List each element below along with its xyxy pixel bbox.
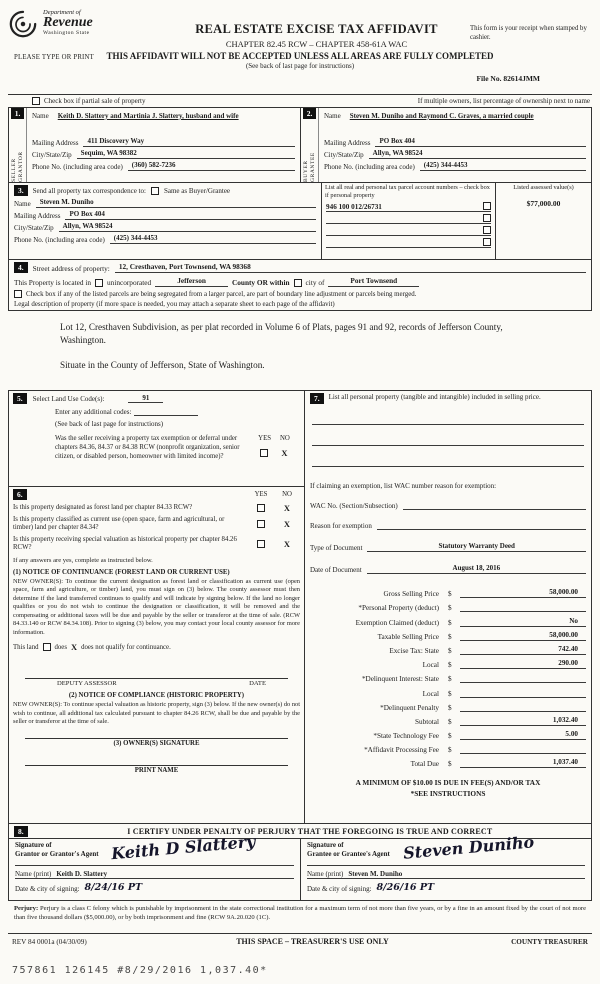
buyer-name-value: Steven M. Duniho and Raymond C. Graves, a married couple <box>349 112 534 120</box>
date-of-document-label: Date of Document <box>310 566 362 574</box>
fee-row: *Personal Property (deduct) $ <box>310 598 586 612</box>
revenue-logo <box>8 6 163 49</box>
receipt-note: This form is your receipt when stamped by cashier. <box>470 25 587 42</box>
seller-mailing-value: 411 Discovery Way <box>83 137 295 147</box>
corr-name-value: Steven M. Duniho <box>36 198 316 208</box>
seller-role-label: SELLER <box>11 158 17 182</box>
no-header: NO <box>280 435 290 442</box>
seller-name-value: Keith D. Slattery and Martinia J. Slattery, husband and wife <box>57 112 239 120</box>
historic-no-mark: X <box>283 539 291 550</box>
legal-description <box>8 311 592 391</box>
city-of-label: city of <box>305 278 325 287</box>
forest-no-mark: X <box>283 503 291 513</box>
middle-columns <box>8 390 592 824</box>
section-8-certification <box>8 823 592 901</box>
dollar-sign: $ <box>448 604 452 613</box>
street-address-value: 12, Cresthaven, Port Townsend, WA 98368 <box>115 262 586 273</box>
dollar-sign: $ <box>448 661 452 670</box>
buyer-phone-label: Phone No. (including area code) <box>324 163 415 171</box>
corr-csz-label: City/State/Zip <box>14 224 54 232</box>
county-or-label: County OR within <box>231 278 290 287</box>
parcel-number-value: 946 100 012/26731 <box>326 202 382 211</box>
does-not-mark: X <box>70 642 78 653</box>
assessed-value: $77,000.00 <box>526 199 561 208</box>
logo-state-text: Washington State <box>43 30 90 36</box>
current-use-yes-checkbox[interactable] <box>257 520 265 528</box>
fee-row: Local $ 290.00 <box>310 655 586 669</box>
fee-row: Taxable Selling Price $ 58,000.00 <box>310 627 586 641</box>
partial-sale-checkbox[interactable] <box>32 97 40 105</box>
grantor-name-value: Keith D. Slattery <box>56 870 108 878</box>
same-as-buyer-label: Same as Buyer/Grantee <box>163 186 231 195</box>
section-8-number: 8. <box>14 826 28 837</box>
dollar-sign: $ <box>448 618 452 627</box>
corr-mailing-value: PO Box 404 <box>65 210 316 220</box>
parcel-numbers-header: List all real and personal tax parcel account numbers – check box if personal property <box>325 184 490 199</box>
fee-row: Total Due $ 1,037.40 <box>310 754 586 768</box>
owners-signature-label: (3) OWNER(S) SIGNATURE <box>113 740 200 748</box>
fee-row: *State Technology Fee $ 5.00 <box>310 726 586 740</box>
seller-phone-value: (360) 582-7236 <box>128 161 295 171</box>
grantor-role-label: GRANTOR <box>18 151 24 182</box>
fee-row: Subtotal $ 1,032.40 <box>310 712 586 726</box>
personal-property-label: List all personal property (tangible and intangible) included in selling price. <box>328 393 541 401</box>
buyer-csz-value: Allyn, WA 98524 <box>369 149 586 159</box>
dollar-sign: $ <box>448 732 452 741</box>
section-6-number: 6. <box>13 489 27 500</box>
city-checkbox[interactable] <box>294 279 302 287</box>
dollar-sign: $ <box>448 632 452 641</box>
buyer-mailing-value: PO Box 404 <box>375 137 586 147</box>
date-label: DATE <box>249 680 266 688</box>
parcel-1-personal-checkbox[interactable] <box>483 202 491 210</box>
grantee-sig-label-1: Signature of <box>307 841 344 849</box>
file-number: File No. 82614JMM <box>476 74 540 83</box>
segregated-label: Check box if any of the listed parcels are being segregated from a larger parcel, are part of boundary line adjustment or parcels being merged. <box>26 290 417 298</box>
date-of-document-value: August 18, 2016 <box>367 564 586 574</box>
personal-property-line-3[interactable] <box>312 446 584 467</box>
section-7-selling-price <box>305 391 591 823</box>
dollar-sign: $ <box>448 717 452 726</box>
does-qualify-checkbox[interactable] <box>43 643 51 651</box>
notice-continuance-text: NEW OWNER(S): To continue the current designation as forest land or classification as current use (open space, farm and agriculture, or timber) land, you must sign on (3) below. The county assessor must then determine if the land transferred continues to qualify and will indicate by signing below. If the land no longer qualifies or you do not wish to continue the designation or classification, it will be removed and the compensating or additional taxes will be due and payable by the seller or transferor at the time of sale. (RCW 84.33.140 or RCW 84.34.108). Prior to signing (3) below, you may contact your local county assessor for more information. <box>13 577 300 636</box>
additional-codes-label: Enter any additional codes: <box>55 408 132 416</box>
please-type-label: PLEASE TYPE OR PRINT <box>14 54 94 61</box>
dollar-sign: $ <box>448 689 452 698</box>
section-6-classification <box>9 487 304 823</box>
header <box>8 6 592 94</box>
rev-number: REV 84 0001a (04/30/09) <box>12 937 87 946</box>
perjury-notice <box>8 901 592 933</box>
fee-row: Excise Tax: State $ 742.40 <box>310 641 586 655</box>
notice-compliance-title: (2) NOTICE OF COMPLIANCE (HISTORIC PROPERTY) <box>68 692 245 700</box>
fee-row: *Affidavit Processing Fee $ <box>310 740 586 754</box>
see-back-note: (See back of last page for instructions) <box>245 62 355 70</box>
additional-codes-field[interactable] <box>134 408 198 416</box>
wac-label: WAC No. (Section/Subsection) <box>310 502 398 510</box>
grantee-date-label: Date & city of signing: <box>307 885 372 893</box>
grantor-sig-label-1: Signature of <box>15 841 52 849</box>
grantor-sig-label-2: Grantor or Grantor's Agent <box>15 850 99 859</box>
current-use-no-mark: X <box>283 519 291 530</box>
same-as-buyer-checkbox[interactable] <box>151 187 159 195</box>
form-warning: THIS AFFIDAVIT WILL NOT BE ACCEPTED UNLESS ALL AREAS ARE FULLY COMPLETED <box>106 51 494 61</box>
seller-phone-label: Phone No. (including area code) <box>32 163 123 171</box>
grantor-date-label: Date & city of signing: <box>15 885 80 893</box>
situate-text: Situate in the County of Jefferson, State of Washington. <box>60 359 265 370</box>
grantor-date-value: 8/24/16 PT <box>84 882 143 893</box>
seller-name-label: Name <box>32 112 49 120</box>
grantee-name-value: Steven M. Duniho <box>348 870 403 878</box>
does-not-label: does not qualify for continuance. <box>81 643 171 651</box>
perjury-text: Perjury is a class C felony which is punishable by imprisonment in the state correctional institution for a maximum term of not more than five years, or by a fine in an amount fixed by the court of not more than five thousand dollars ($5,000.00), or by both imprisonment and fine (RCW 9A.20.020 (1C). <box>14 905 586 921</box>
exemption-note: If claiming an exemption, list WAC number reason for exemption: <box>310 482 497 490</box>
personal-property-line-2[interactable] <box>312 425 584 446</box>
this-land-label: This land <box>13 643 39 651</box>
fee-row: Exemption Claimed (deduct) $ No <box>310 612 586 626</box>
logo-dept-text: Department of <box>43 9 81 16</box>
section-5-land-use <box>9 391 304 487</box>
wac-field[interactable] <box>403 508 586 510</box>
buyer-csz-label: City/State/Zip <box>324 151 364 159</box>
logo-name-text: Revenue <box>43 15 93 30</box>
section-3-number: 3. <box>14 185 28 196</box>
see-instructions-note: *SEE INSTRUCTIONS <box>410 788 486 798</box>
dollar-sign: $ <box>448 760 452 769</box>
reason-field[interactable] <box>377 528 586 530</box>
county-treasurer-label: COUNTY TREASURER <box>511 937 588 946</box>
fee-row: *Delinquent Interest: State $ <box>310 669 586 683</box>
deferral-yes-checkbox[interactable] <box>260 449 268 457</box>
if-yes-note: If any answers are yes, complete as instructed below. <box>13 556 153 564</box>
parcel-2-personal-checkbox[interactable] <box>483 214 491 222</box>
section-7-number: 7. <box>310 393 324 404</box>
type-of-document-label: Type of Document <box>310 544 363 552</box>
buyer-grantee-box <box>300 108 591 182</box>
forest-land-question: Is this property designated as forest land per chapter 84.33 RCW? <box>13 503 193 511</box>
fee-row: *Delinquent Penalty $ <box>310 698 586 712</box>
legal-description-text: Lot 12, Cresthaven Subdivision, as per plat recorded in Volume 6 of Plats, pages 91 and 92, records of Jefferson County, Washington. <box>60 322 503 346</box>
buyer-name-label: Name <box>324 112 341 120</box>
segregated-checkbox[interactable] <box>14 290 22 298</box>
land-use-code-value: 91 <box>128 394 163 403</box>
corr-phone-value: (425) 344-4453 <box>110 234 316 244</box>
land-use-label: Select Land Use Code(s): <box>32 394 105 403</box>
yes-header: YES <box>254 491 268 498</box>
seller-csz-value: Sequim, WA 98382 <box>77 149 295 159</box>
treasurer-space-label: THIS SPACE – TREASURER'S USE ONLY <box>236 937 389 946</box>
perjury-label: Perjury: <box>14 905 39 912</box>
section-3-correspondence <box>8 182 592 260</box>
fee-row: Gross Selling Price $ 58,000.00 <box>310 584 586 598</box>
cashier-stamp: 757861 126145 #8/29/2016 1,037.40* <box>12 965 268 976</box>
dollar-sign: $ <box>448 746 452 755</box>
seller-mailing-label: Mailing Address <box>32 139 79 147</box>
corr-csz-value: Allyn, WA 98524 <box>59 222 316 232</box>
seller-csz-label: City/State/Zip <box>32 151 72 159</box>
footer-row <box>8 933 592 949</box>
corr-mailing-label: Mailing Address <box>14 212 61 220</box>
deferral-question: Was the seller receiving a property tax exemption or deferral under chapters 84.36, 84.37 or 84.38 RCW (nonprofit organization, senior citizen, or disabled person, homeowner with limited income)? <box>55 435 240 460</box>
deputy-assessor-label: DEPUTY ASSESSOR <box>57 680 117 688</box>
corr-phone-label: Phone No. (including area code) <box>14 236 105 244</box>
grantee-sig-label-2: Grantee or Grantee's Agent <box>307 850 390 859</box>
forest-yes-checkbox[interactable] <box>257 504 265 512</box>
dollar-sign: $ <box>448 675 452 684</box>
historic-yes-checkbox[interactable] <box>257 540 265 548</box>
personal-property-line-1[interactable] <box>312 404 584 425</box>
grantor-name-print-label: Name (print) <box>15 870 52 878</box>
grantee-name-print-label: Name (print) <box>307 870 344 878</box>
type-of-document-value: Statutory Warranty Deed <box>367 542 586 552</box>
assessed-values-header: Listed assessed value(s) <box>513 184 574 191</box>
revenue-swoosh-icon <box>8 9 38 39</box>
buyer-phone-value: (425) 344-4453 <box>420 161 586 171</box>
historic-question: Is this property receiving special valuation as historical property per chapter 84.26 RCW? <box>13 535 237 552</box>
no-header: NO <box>282 491 292 498</box>
buyer-role-label: BUYER <box>303 160 309 182</box>
county-value: Jefferson <box>155 276 228 287</box>
partial-sale-label: Check box if partial sale of property <box>44 97 146 105</box>
fee-row: Local $ <box>310 683 586 697</box>
notice-continuance-title: (1) NOTICE OF CONTINUANCE (FOREST LAND OR CURRENT USE) <box>13 568 230 576</box>
street-address-label: Street address of property: <box>32 264 110 273</box>
section-4-number: 4. <box>14 262 28 273</box>
grantee-signature-block <box>300 832 591 900</box>
deferral-no-mark: X <box>281 448 288 459</box>
corr-name-label: Name <box>14 200 31 208</box>
city-value: Port Townsend <box>328 276 419 287</box>
dollar-sign: $ <box>448 590 452 599</box>
reason-label: Reason for exemption <box>310 522 372 530</box>
parcel-4-personal-checkbox[interactable] <box>483 238 491 246</box>
parties-section <box>8 107 592 183</box>
located-in-label: This Property is located in <box>14 278 92 287</box>
multiple-owners-note: If multiple owners, list percentage of ownership next to name <box>417 97 590 105</box>
grantee-date-value: 8/26/16 PT <box>376 882 435 893</box>
certification-statement: I CERTIFY UNDER PENALTY OF PERJURY THAT THE FOREGOING IS TRUE AND CORRECT <box>127 826 493 836</box>
does-label: does <box>54 643 67 651</box>
send-correspondence-label: Send all property tax correspondence to: <box>32 186 146 195</box>
seller-grantor-box <box>9 108 300 182</box>
top-row <box>8 94 592 107</box>
parcel-3-personal-checkbox[interactable] <box>483 226 491 234</box>
print-name-label: PRINT NAME <box>134 767 179 775</box>
minimum-fee-note: A MINIMUM OF $10.00 IS DUE IN FEE(S) AND/OR TAX <box>355 778 541 788</box>
grantee-signature: Steven Duniho <box>402 832 535 863</box>
current-use-question: Is this property classified as current use (open space, farm and agricultural, or timber) land per chapter 84.34? <box>13 516 225 532</box>
section-4-property <box>8 259 592 311</box>
section-5-see-back: (See back of last page for instructions) <box>55 420 164 428</box>
yes-header: YES <box>258 435 271 442</box>
buyer-mailing-label: Mailing Address <box>324 139 371 147</box>
grantee-role-label: GRANTEE <box>310 152 316 182</box>
unincorporated-checkbox[interactable] <box>95 279 103 287</box>
dollar-sign: $ <box>448 703 452 712</box>
legal-description-label: Legal description of property (if more space is needed, you may attach a separate sheet to each page of the affidavit) <box>14 301 335 308</box>
section-1-number: 1. <box>11 108 25 119</box>
form-title: REAL ESTATE EXCISE TAX AFFIDAVIT <box>195 22 438 36</box>
grantor-signature: Keith D Slattery <box>110 831 257 864</box>
notice-compliance-text: NEW OWNER(S): To continue special valuation as historic property, sign (3) below. If the new owner(s) do not wish to continue, all additional tax calculated pursuant to chapter 84.26 RCW, shall be due and payable by the seller or transferor at the time of sale. <box>13 701 300 726</box>
grantor-signature-block <box>9 831 300 900</box>
form-chapter: CHAPTER 82.45 RCW – CHAPTER 458-61A WAC <box>225 39 408 49</box>
unincorporated-label: unincorporated <box>107 278 152 287</box>
fee-table <box>310 584 586 768</box>
section-5-number: 5. <box>13 393 27 404</box>
dollar-sign: $ <box>448 646 452 655</box>
section-2-number: 2. <box>303 108 317 119</box>
